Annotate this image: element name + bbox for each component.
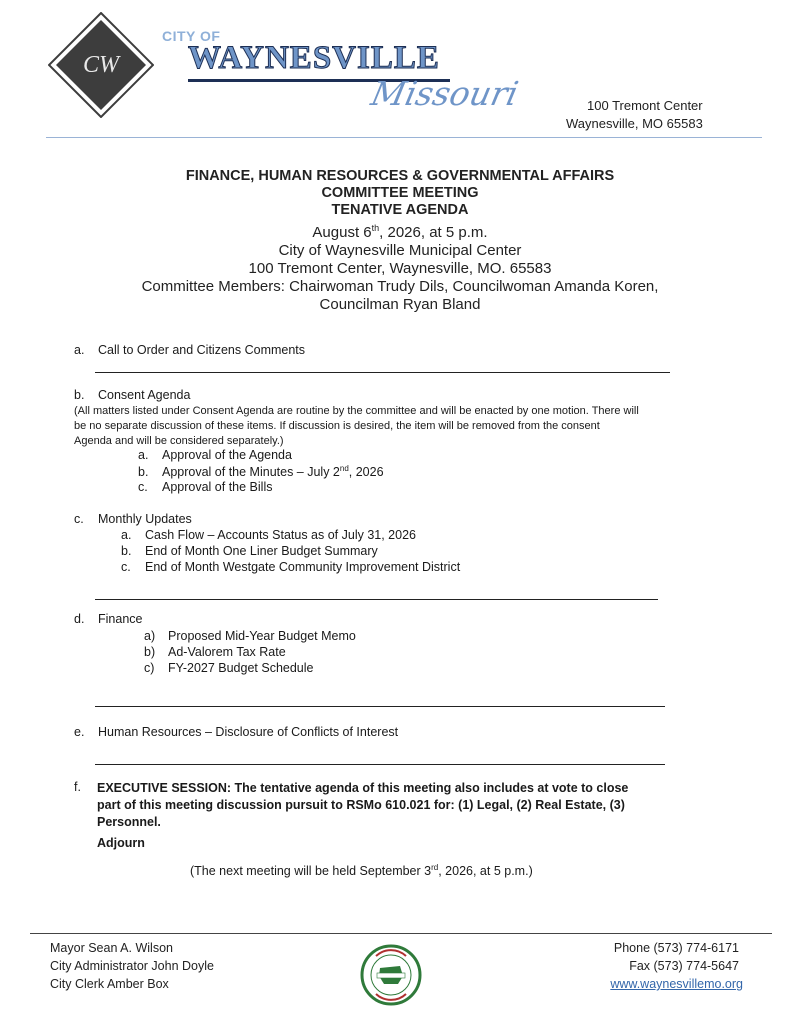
footer-administrator: City Administrator John Doyle: [50, 959, 214, 973]
agenda-item-a: a. Call to Order and Citizens Comments: [74, 343, 306, 357]
footer-fax: Fax (573) 774-5647: [629, 959, 739, 973]
header-address-line2: Waynesville, MO 65583: [566, 116, 703, 131]
city-of-label: CITY OF: [162, 28, 221, 44]
agenda-item-e: e. Human Resources – Disclosure of Conflicts of Interest: [74, 725, 399, 739]
committee-members-cont: Councilman Ryan Bland: [319, 296, 481, 313]
logo-monogram: CW: [83, 52, 119, 78]
line-after-c: [95, 599, 658, 600]
agenda-title: TENATIVE AGENDA: [331, 202, 469, 218]
agenda-item-b: b. Consent Agenda: [74, 388, 191, 402]
committee-members: Committee Members: Chairwoman Trudy Dils, Councilwoman Amanda Koren,: [141, 278, 659, 295]
line-after-e: [95, 764, 665, 765]
city-name: WAYNESVILLE: [188, 40, 440, 76]
committee-title: FINANCE, HUMAN RESOURCES & GOVERNMENTAL AFFAIRS: [185, 168, 615, 184]
agenda-item-c: c. Monthly Updates: [74, 512, 192, 526]
line-after-d: [95, 706, 665, 707]
footer-divider: [30, 933, 772, 934]
next-meeting: (The next meeting will be held September 3rd, 2026, at 5 p.m.): [190, 863, 533, 879]
meeting-venue: City of Waynesville Municipal Center: [278, 242, 522, 259]
meeting-date: August 6th, 2026, at 5 p.m.: [312, 223, 488, 241]
agenda-item-f-label: f.: [74, 780, 81, 794]
finance-item-tax-rate: b) Ad-Valorem Tax Rate: [144, 645, 286, 659]
consent-note: (All matters listed under Consent Agenda are routine by the committee and will be enacted by one motion. There will be no separate discussion of these items. If discussion is desired, the item will be removed from the consent Agenda and will be considered separately.): [74, 405, 639, 447]
executive-session: EXECUTIVE SESSION: The tentative agenda of this meeting also includes at vote to close part of this meeting discussion pursuit to RSMo 610.021 for: (1) Legal, (2) Real Estate, (3) Personnel.: [97, 781, 629, 829]
footer-mayor: Mayor Sean A. Wilson: [50, 941, 173, 955]
line-after-a: [95, 372, 670, 373]
state-name: Missouri: [367, 74, 522, 113]
adjourn: Adjourn: [97, 836, 145, 850]
header-divider: [46, 137, 762, 138]
update-item-westgate-cid: c. End of Month Westgate Community Improvement District: [121, 560, 461, 574]
agenda-item-d: d. Finance: [74, 612, 143, 626]
header-address-line1: 100 Tremont Center: [587, 98, 703, 113]
footer-clerk: City Clerk Amber Box: [50, 977, 169, 991]
consent-item-approve-minutes: b. Approval of the Minutes – July 2nd, 2026: [138, 464, 384, 480]
meeting-title: COMMITTEE MEETING: [321, 185, 479, 201]
finance-item-budget-schedule: c) FY-2027 Budget Schedule: [144, 661, 314, 675]
finance-item-mid-year-memo: a) Proposed Mid-Year Budget Memo: [144, 629, 356, 643]
meeting-venue-address: 100 Tremont Center, Waynesville, MO. 65583: [248, 260, 552, 277]
footer-phone: Phone (573) 774-6171: [613, 941, 739, 955]
consent-item-approve-bills: c. Approval of the Bills: [138, 480, 273, 494]
city-logo: [48, 12, 154, 118]
agenda-heading: [60, 168, 740, 314]
city-seal: [360, 944, 422, 1006]
update-item-cash-flow: a. Cash Flow – Accounts Status as of July 31, 2026: [121, 528, 416, 542]
update-item-budget-summary: b. End of Month One Liner Budget Summary: [121, 544, 378, 558]
footer-website-link[interactable]: www.waynesvillemo.org: [610, 977, 743, 991]
consent-item-approve-agenda: a. Approval of the Agenda: [138, 448, 292, 462]
